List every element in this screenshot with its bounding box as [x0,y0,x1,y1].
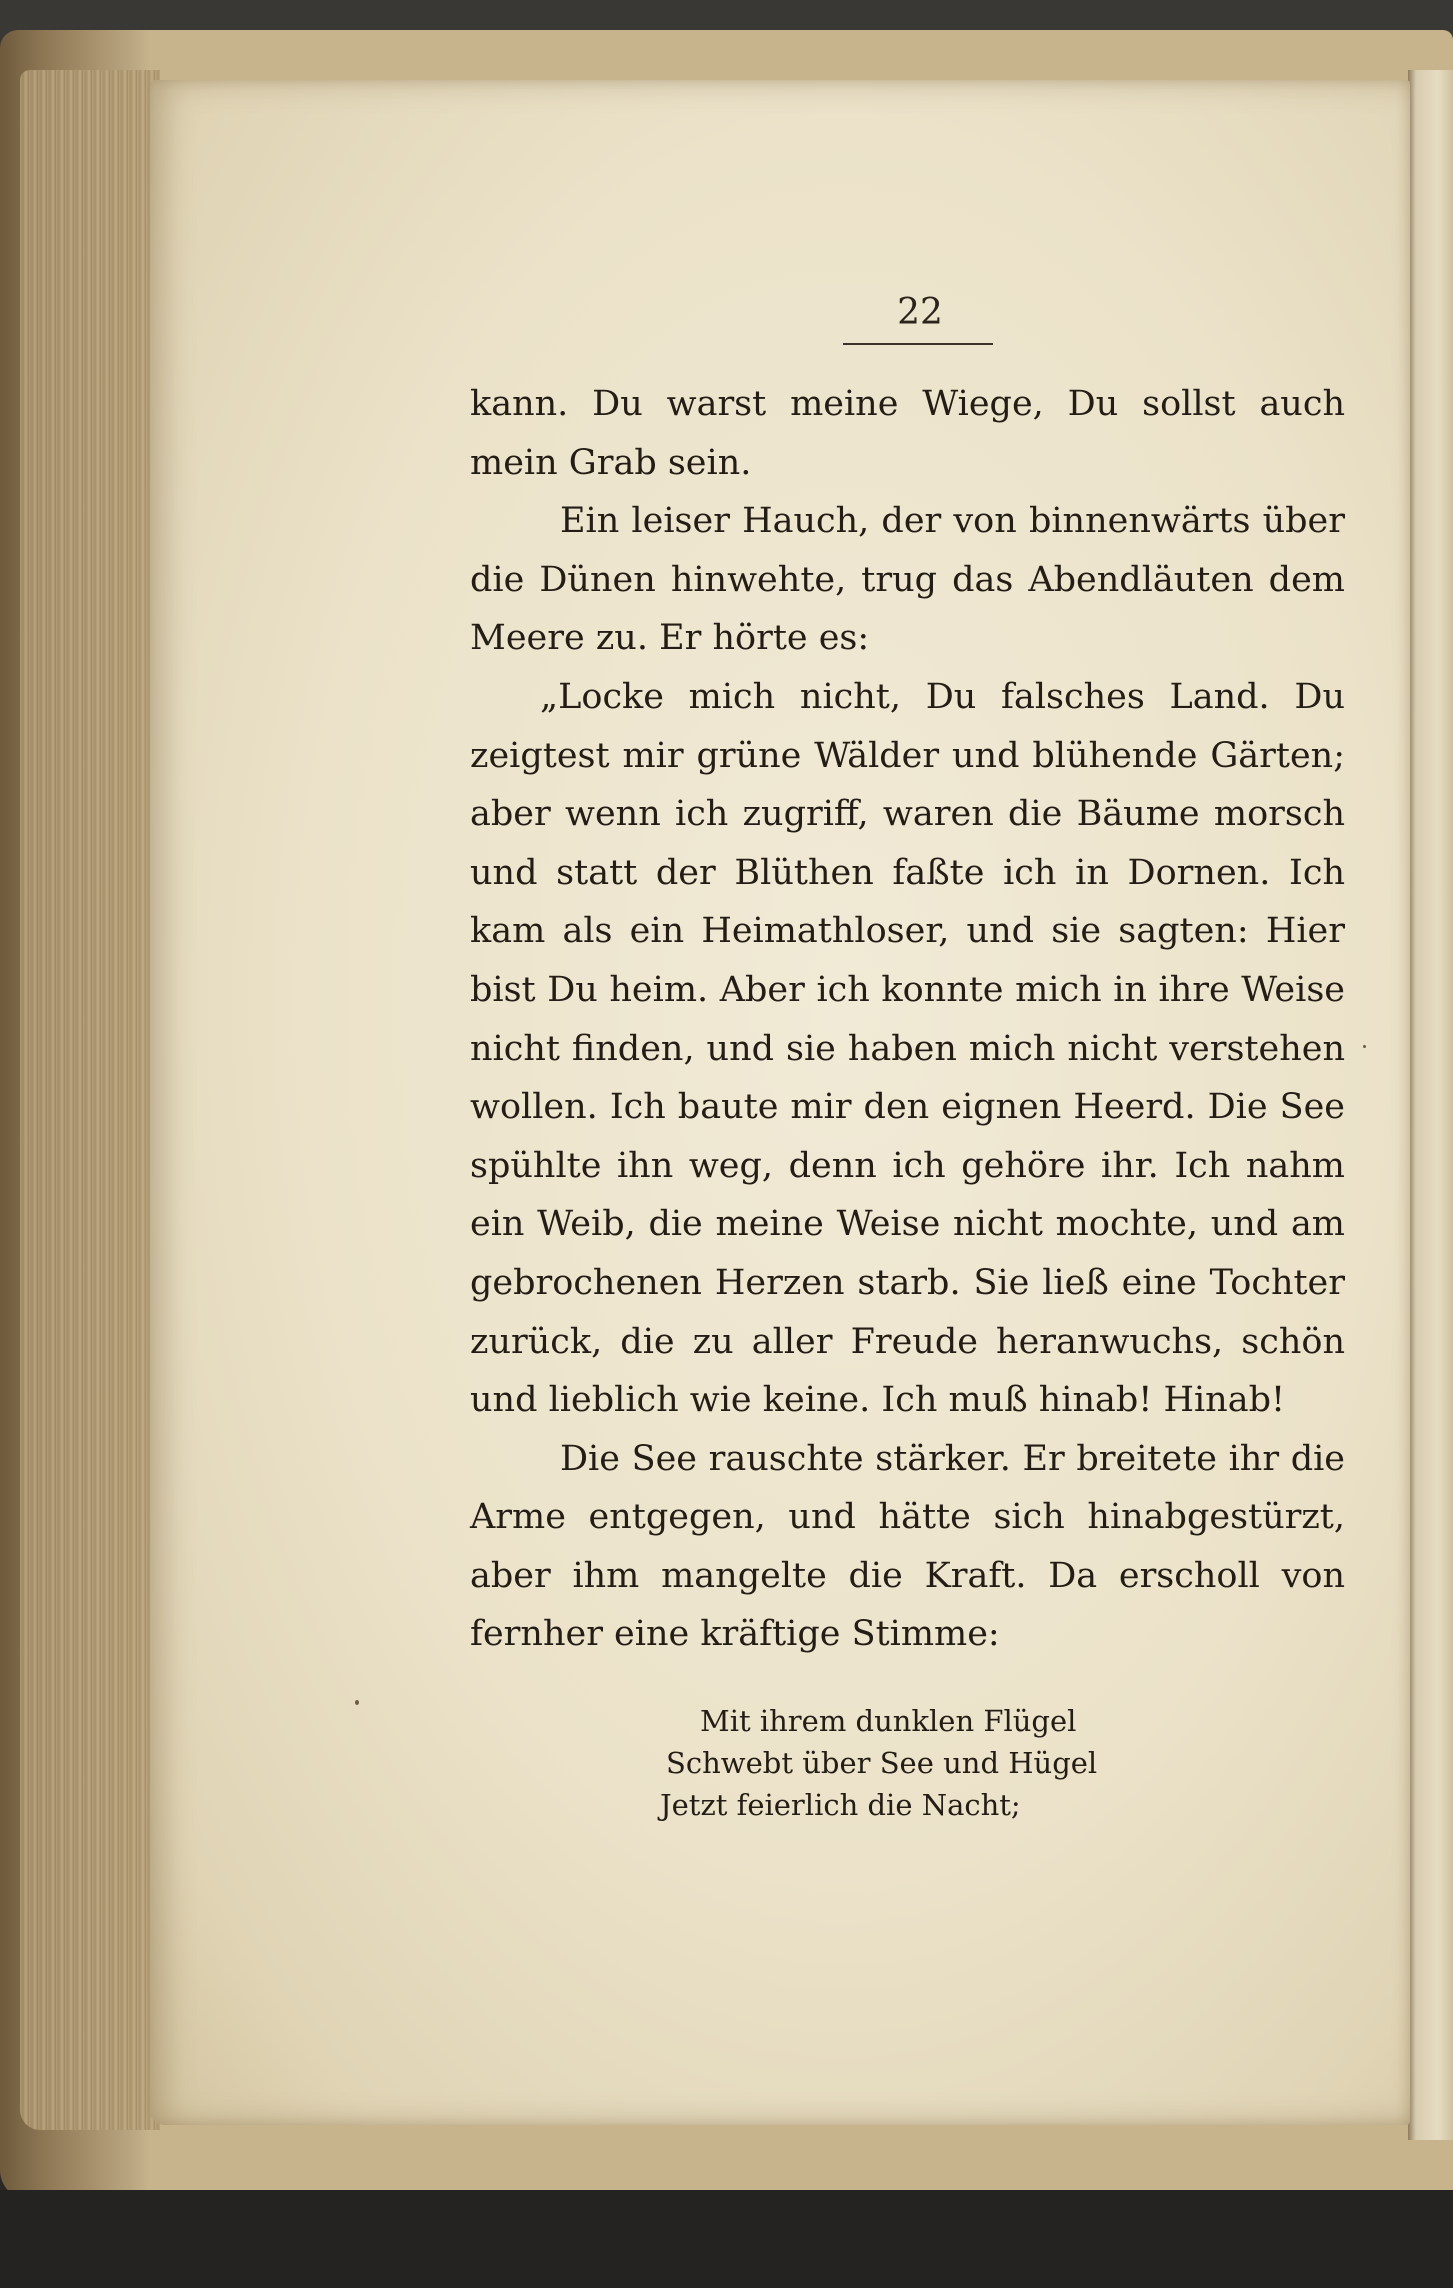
page-number-rule [843,343,993,345]
verse-line: Mit ihrem dunklen Flügel [700,1704,1077,1738]
paper-speck [355,1700,359,1705]
verse-block [660,1700,1160,1826]
page-edges [20,70,160,2130]
paper-speck [1363,1045,1366,1048]
body-text [470,375,1345,1664]
paragraph: Die See rauschte stärker. Er breitete ihr die Arme entgegen, und hätte sich hinabgestürzt, aber ihm mangelte die Kraft. Da erscholl von fernher eine kräftige Stimme: [470,1438,1345,1655]
verse-line: Schwebt über See und Hügel [666,1746,1098,1780]
next-page-edge [1408,70,1453,2140]
verse-line: Jetzt feierlich die Nacht; [660,1788,1021,1822]
paragraph: kann. Du warst meine Wiege, Du sollst auch mein Grab sein. [470,384,1345,483]
page-number: 22 [897,292,943,333]
paragraph: Ein leiser Hauch, der von binnenwärts über die Dünen hinwehte, trug das Abendläuten dem Meere zu. Er hörte es: [470,501,1345,659]
scan-background-bottom [0,2190,1453,2288]
paragraph: „Locke mich nicht, Du falsches Land. Du zeigtest mir grüne Wälder und blühende Gärten; aber wenn ich zugriff, waren die Bäume morsch und statt der Blüthen faßte ich in Dornen. Ich kam als ein Heimathloser, und sie sagten: Hier bist Du heim. Aber ich konnte mich in ihre Weise nicht finden, und sie haben mich nicht verstehen wollen. Ich baute mir den eignen Heerd. Die See spühlte ihn weg, denn ich gehöre ihr. Ich nahm ein Weib, die meine Weise nicht mochte, und am gebrochenen Herzen starb. Sie ließ eine Tochter zurück, die zu aller Freude heranwuchs, schön und lieblich wie keine. Ich muß hinab! Hinab! [470,676,1345,1421]
